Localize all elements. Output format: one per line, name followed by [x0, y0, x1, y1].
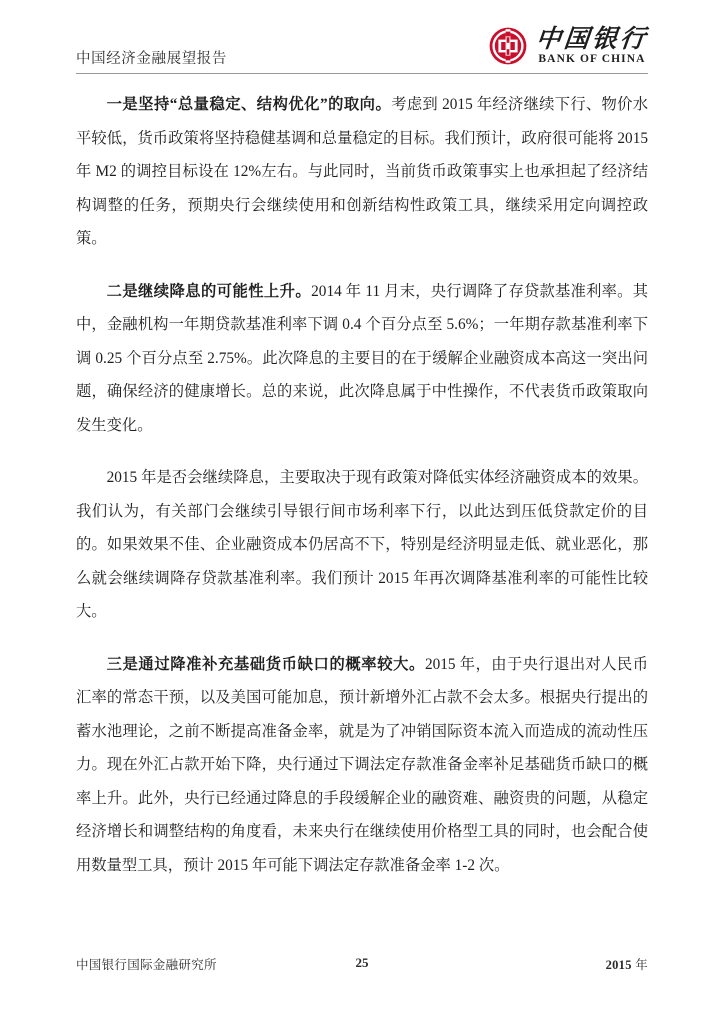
paragraph-1: [76, 88, 648, 256]
logo-english-name: BANK OF CHINA: [538, 53, 646, 66]
paragraph-2: [76, 275, 648, 443]
paragraph-2-text: 2014 年 11 月末，央行调降了存贷款基准利率。其中，金融机构一年期贷款基准利率下调 0.4 个百分点至 5.6%；一年期存款基准利率下调 0.25 个百分点至 2.75%。此次降息的主要目的在于缓解企业融资成本高这一突出问题，确保经济的健康增长。总的来说，此次降息属于中性操作，不代表货币政策取向发生变化。: [76, 282, 649, 434]
footer-institution: 中国银行国际金融研究所: [76, 958, 217, 972]
paragraph-1-text: 考虑到 2015 年经济继续下行、物价水平较低，货币政策将坚持稳健基调和总量稳定的目标。我们预计，政府很可能将 2015 年 M2 的调控目标设在 12%左右。与此同时，当前货币政策事实上也承担起了经济结构调整的任务，预期央行会继续使用和创新结构性政策工具，继续采用定向调控政策。: [76, 96, 648, 247]
header-divider: [76, 73, 648, 74]
logo-chinese-name: 中国银行: [534, 24, 650, 54]
paragraph-1-lead: 一是坚持“总量稳定、结构优化”的取向。: [106, 96, 392, 113]
page-title: 中国经济金融展望报告: [76, 51, 227, 67]
paragraph-4-text: 2015 年，由于央行退出对人民币汇率的常态干预，以及美国可能加息，预计新增外汇占款不会太多。根据央行提出的蓄水池理论，之前不断提高准备金率，就是为了冲销国际资本流入而造成的流动性压力。现在外汇占款开始下降，央行通过下调法定存款准备金率补足基础货币缺口的概率上升。此外，央行已经通过降息的手段缓解企业的融资难、融资贵的问题，从稳定经济增长和调整结构的角度看，未来央行在继续使用价格型工具的同时，也会配合使用数量型工具，预计 2015 年可能下调法定存款准备金率 1-2 次。: [76, 655, 648, 874]
page-footer: [76, 955, 648, 973]
footer-year-suffix: 年: [631, 958, 648, 972]
logo-wordmark: [536, 26, 648, 66]
paragraph-4-lead: 三是通过降准补充基础货币缺口的概率较大。: [106, 655, 425, 673]
page-header: [76, 22, 648, 74]
bank-of-china-logo: [488, 22, 648, 70]
paragraph-2-lead: 二是继续降息的可能性上升。: [106, 282, 312, 300]
document-body: [76, 88, 648, 882]
footer-year-value: 2015: [605, 958, 632, 972]
footer-page-number: 25: [355, 955, 369, 970]
paragraph-3-text: 2015 年是否会继续降息，主要取决于现有政策对降低实体经济融资成本的效果。我们认为，有关部门会继续引导银行间市场利率下行，以此达到压低贷款定价的目的。如果效果不佳、企业融资成本仍居高不下，特别是经济明显走低、就业恶化，那么就会继续调降存贷款基准利率。我们预计 2015 年再次调降基准利率的可能性比较大。: [76, 469, 648, 620]
paragraph-3: [76, 461, 648, 629]
paragraph-4: [76, 648, 648, 883]
bank-of-china-coin-emblem-icon: [488, 26, 528, 66]
